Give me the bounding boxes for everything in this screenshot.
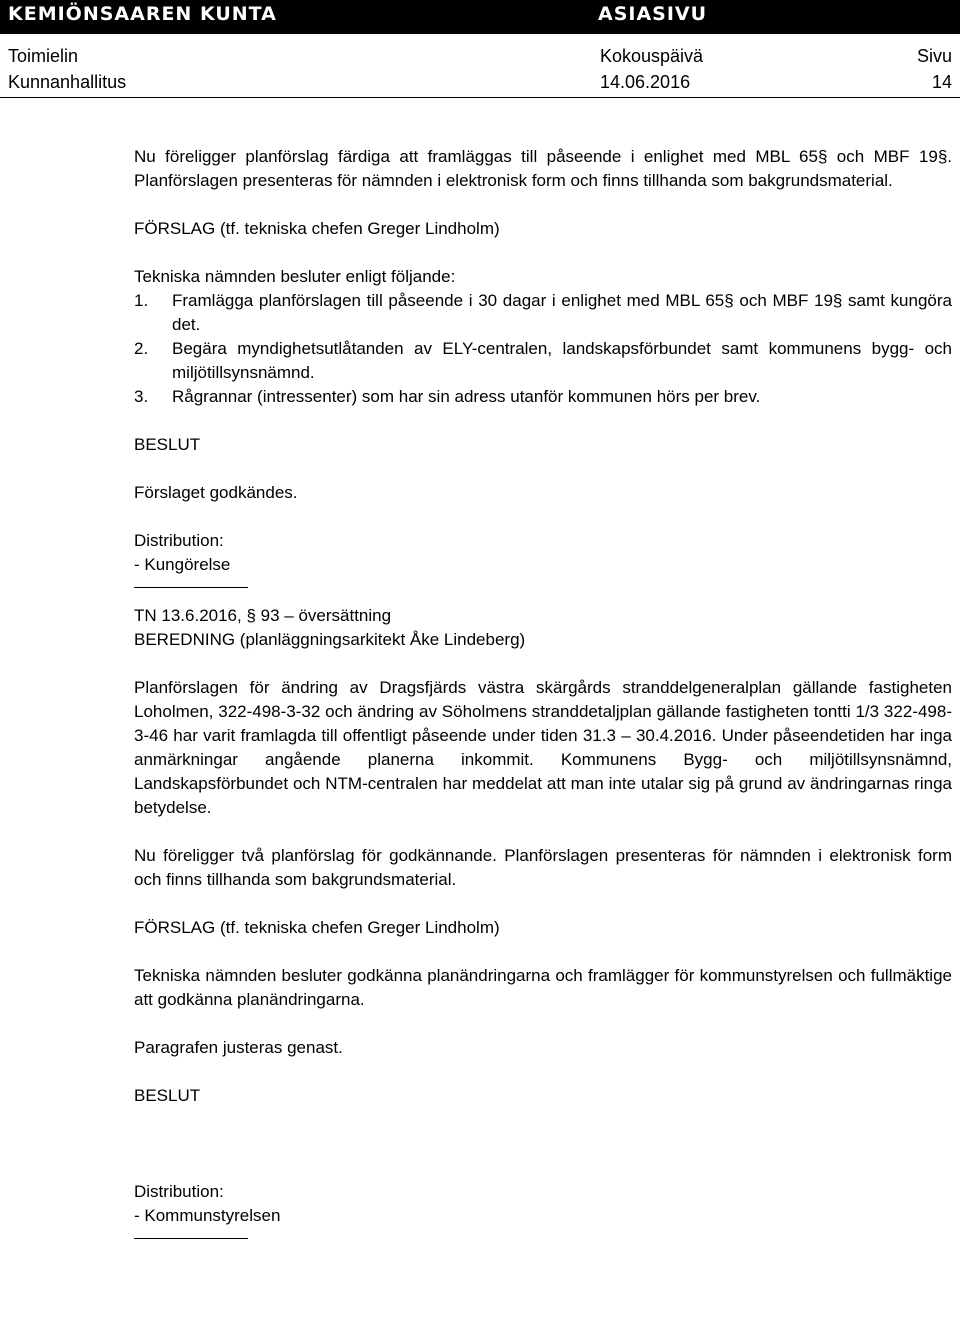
distribution-label-2: Distribution: xyxy=(134,1182,224,1201)
reference-line: TN 13.6.2016, § 93 – översättning xyxy=(134,606,392,625)
proposal-text-2: Tekniska nämnden besluter godkänna planändringarna och framlägger för kommunstyrelsen och fullmäktige att godkänna planändringarna. xyxy=(134,966,952,1009)
preparation-paragraph: Planförslagen för ändring av Dragsfjärds västra skärgårds stranddelgeneralplan gällande fastigheten Loholmen, 322-498-3-32 och ändring av Söholmens stranddetaljplan gällande fastigheten tontti 1/3 322-498-3-46 har varit framlagda till offentligt påseende under tiden 31.3 – 30.4.2016. Under påseendetiden har inga anmärkningar angående planerna inkommit. Kommunens Bygg- och miljötillsynsnämnd, Landskapsförbundet och NTM-centralen har meddelat att man inte utalar sig på grund av ändringarnas ringa betydelse. xyxy=(134,678,952,817)
decision-text: Förslaget godkändes. xyxy=(134,483,298,502)
list-item xyxy=(134,385,952,409)
distribution-item-2: - Kommunstyrelsen xyxy=(134,1206,281,1225)
organ-value: Kunnanhallitus xyxy=(8,72,127,92)
distribution-item: - Kungörelse xyxy=(134,555,231,574)
proposal-heading-2: FÖRSLAG (tf. tekniska chefen Greger Lindholm) xyxy=(134,918,500,937)
list-item-number: 1. xyxy=(134,291,149,310)
list-item-number: 3. xyxy=(134,387,149,406)
page-number: 14 xyxy=(931,72,952,92)
header-divider xyxy=(0,97,960,98)
decision-heading-2: BESLUT xyxy=(134,1086,201,1105)
list-item-text: Framlägga planförslagen till påseende i 30 dagar i enlighet med MBL 65§ och MBF 19§ samt kungöra det. xyxy=(172,291,952,334)
page-label: Sivu xyxy=(916,46,952,66)
municipality-name: KEMIÖNSAAREN KUNTA xyxy=(8,3,277,25)
meeting-date-label: Kokouspäivä xyxy=(600,46,704,66)
justification-note: Paragrafen justeras genast. xyxy=(134,1038,343,1057)
decision-heading: BESLUT xyxy=(134,435,201,454)
section-divider-2 xyxy=(134,1238,248,1239)
intro-paragraph: Nu föreligger planförslag färdiga att framläggas till påseende i enlighet med MBL 65§ och MBF 19§. Planförslagen presenteras för nämnden i elektronisk form och finns tillhanda som bakgrundsmaterial. xyxy=(134,147,952,190)
approval-paragraph: Nu föreligger två planförslag för godkännande. Planförslagen presenteras för nämnden i elektronisk form och finns tillhanda som bakgrundsmaterial. xyxy=(134,846,952,889)
preparation-heading: BEREDNING (planläggningsarkitekt Åke Lindeberg) xyxy=(134,630,526,649)
list-item xyxy=(134,337,952,385)
distribution-label: Distribution: xyxy=(134,531,224,550)
list-item-number: 2. xyxy=(134,339,149,358)
decision-intro: Tekniska nämnden besluter enligt följande: xyxy=(134,267,456,286)
organ-label: Toimielin xyxy=(8,46,79,66)
meeting-date-value: 14.06.2016 xyxy=(600,72,691,92)
list-item-text: Rågrannar (intressenter) som har sin adress utanför kommunen hörs per brev. xyxy=(172,387,761,406)
list-item xyxy=(134,289,952,337)
page-banner xyxy=(0,0,960,34)
list-item-text: Begära myndighetsutlåtanden av ELY-centralen, landskapsförbundet samt kommunens bygg- och miljötillsynsnämnd. xyxy=(172,339,952,382)
decision-list xyxy=(134,289,952,409)
document-type: ASIASIVU xyxy=(598,3,708,25)
proposal-heading: FÖRSLAG (tf. tekniska chefen Greger Lindholm) xyxy=(134,219,500,238)
meta-header xyxy=(0,46,960,98)
document-body xyxy=(134,145,952,1239)
